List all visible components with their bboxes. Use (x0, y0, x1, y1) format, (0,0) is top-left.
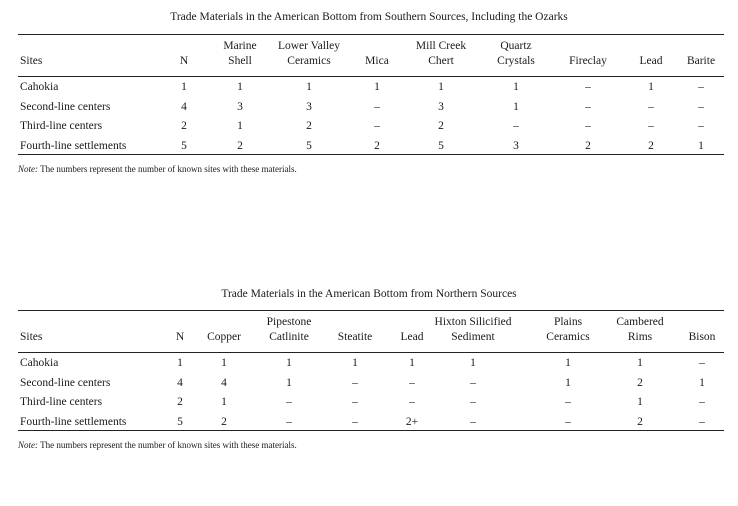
table-cell: 1 (237, 81, 243, 93)
table-cell: 1 (470, 357, 476, 369)
table-cell: – (699, 396, 705, 408)
row-label: Cahokia (20, 81, 59, 93)
note-label: Note: (18, 164, 38, 174)
table-cell: – (699, 415, 705, 428)
note-text: The numbers represent the number of known sites with these materials. (38, 164, 297, 174)
table-title: Trade Materials in the American Bottom from Northern Sources (221, 288, 517, 300)
table-note (18, 163, 358, 175)
column-header: Steatite (337, 331, 373, 343)
row-label: Second-line centers (20, 100, 111, 113)
table-cell: 4 (181, 100, 187, 113)
column-header: Lead (639, 55, 663, 67)
column-header: Mica (365, 55, 389, 67)
table-cell: – (648, 100, 654, 113)
column-header: Ceramics (287, 55, 331, 67)
table-cell: 2 (637, 376, 643, 389)
column-header: Barite (686, 55, 716, 67)
table-cell: 1 (181, 81, 187, 93)
table-cell: – (374, 120, 380, 132)
row-label: Fourth-line settlements (20, 139, 127, 152)
table-cell: – (698, 120, 704, 132)
table-cell: – (374, 100, 380, 113)
column-header: N (179, 55, 189, 67)
header-rule (18, 352, 724, 353)
column-header: Quartz (500, 40, 532, 52)
table-cell: 2 (221, 415, 227, 428)
table-cell: – (699, 357, 705, 369)
table-cell: 1 (409, 357, 415, 369)
table-title: Trade Materials in the American Bottom from Southern Sources, Including the Ozarks (170, 11, 568, 23)
table-cell: – (585, 81, 591, 93)
note-text: The numbers represent the number of known sites with these materials. (38, 440, 297, 450)
table-cell: 3 (438, 100, 444, 113)
table-cell: – (286, 396, 292, 408)
column-header: Mill Creek (415, 40, 467, 52)
table-cell: 2 (177, 396, 183, 408)
table-cell: 1 (177, 357, 183, 369)
top-rule (18, 34, 724, 35)
column-header: Rims (627, 331, 653, 343)
table-cell: 2 (374, 139, 380, 152)
column-header: Cambered (616, 316, 664, 328)
table-cell: – (513, 120, 519, 132)
table-cell: 5 (181, 139, 187, 152)
column-header: Marine (223, 40, 257, 52)
column-header: Ceramics (546, 331, 590, 343)
table-cell: 1 (221, 357, 227, 369)
column-header: Pipestone (266, 316, 312, 328)
table-cell: 2 (585, 139, 591, 152)
table-cell: 5 (177, 415, 183, 428)
table-cell: 4 (177, 376, 183, 389)
column-header: Sites (20, 331, 43, 343)
column-header: Fireclay (569, 55, 607, 67)
table-cell: 1 (699, 376, 705, 389)
top-rule (18, 310, 724, 311)
column-header: Catlinite (269, 331, 309, 343)
table-cell: 1 (648, 81, 654, 93)
table-cell: 2 (181, 120, 187, 132)
table-cell: – (565, 396, 571, 408)
table-cell: 2 (306, 120, 312, 132)
table-cell: – (470, 396, 476, 408)
table-cell: 5 (306, 139, 312, 152)
row-label: Third-line centers (20, 120, 103, 132)
table-cell: – (409, 376, 415, 389)
table-cell: – (286, 415, 292, 428)
table-cell: 3 (306, 100, 312, 113)
table-cell: – (585, 100, 591, 113)
table-cell: 1 (352, 357, 358, 369)
table-cell: – (409, 396, 415, 408)
table-cell: 1 (637, 357, 643, 369)
row-label: Third-line centers (20, 396, 103, 408)
table-cell: – (352, 415, 358, 428)
column-header: Bison (688, 331, 716, 343)
note-label: Note: (18, 440, 38, 450)
table-cell: 1 (698, 139, 704, 152)
table-cell: 1 (565, 376, 571, 389)
table-cell: – (470, 415, 476, 428)
row-label: Second-line centers (20, 376, 111, 389)
table-cell: 2 (237, 139, 243, 152)
table-cell: 5 (438, 139, 444, 152)
row-label: Fourth-line settlements (20, 415, 127, 428)
table-cell: 1 (565, 357, 571, 369)
table-cell: 2+ (405, 415, 419, 428)
table-cell: 1 (306, 81, 312, 93)
table-cell: – (352, 396, 358, 408)
table-note (18, 439, 358, 451)
table-cell: 4 (221, 376, 227, 389)
table-cell: – (470, 376, 476, 389)
table-cell: 3 (513, 139, 519, 152)
table-cell: 1 (438, 81, 444, 93)
column-header: Shell (228, 55, 252, 67)
table-cell: – (585, 120, 591, 132)
table-cell: 1 (374, 81, 380, 93)
table-cell: 1 (513, 100, 519, 113)
column-header: Sites (20, 55, 43, 67)
table-cell: – (565, 415, 571, 428)
column-header: Copper (207, 331, 241, 343)
column-header: Sediment (451, 331, 495, 343)
table-cell: 1 (286, 357, 292, 369)
column-header: Lower Valley (277, 40, 341, 52)
table-cell: 1 (637, 396, 643, 408)
column-header: N (175, 331, 185, 343)
table-cell: 1 (513, 81, 519, 93)
table-cell: – (698, 100, 704, 113)
table-cell: 1 (286, 376, 292, 389)
column-header: Plains (553, 316, 583, 328)
column-header: Chert (428, 55, 454, 67)
bottom-rule (18, 154, 724, 155)
row-label: Cahokia (20, 357, 59, 369)
header-rule (18, 76, 724, 77)
column-header: Hixton Silicified (434, 316, 512, 328)
table-cell: 3 (237, 100, 243, 113)
bottom-rule (18, 430, 724, 431)
table-cell: 2 (438, 120, 444, 132)
column-header: Crystals (497, 55, 535, 67)
table-cell: 1 (221, 396, 227, 408)
table-cell: – (698, 81, 704, 93)
table-cell: – (648, 120, 654, 132)
table-cell: 2 (637, 415, 643, 428)
table-cell: – (352, 376, 358, 389)
table-cell: 2 (648, 139, 654, 152)
table-cell: 1 (237, 120, 243, 132)
column-header: Lead (400, 331, 424, 343)
